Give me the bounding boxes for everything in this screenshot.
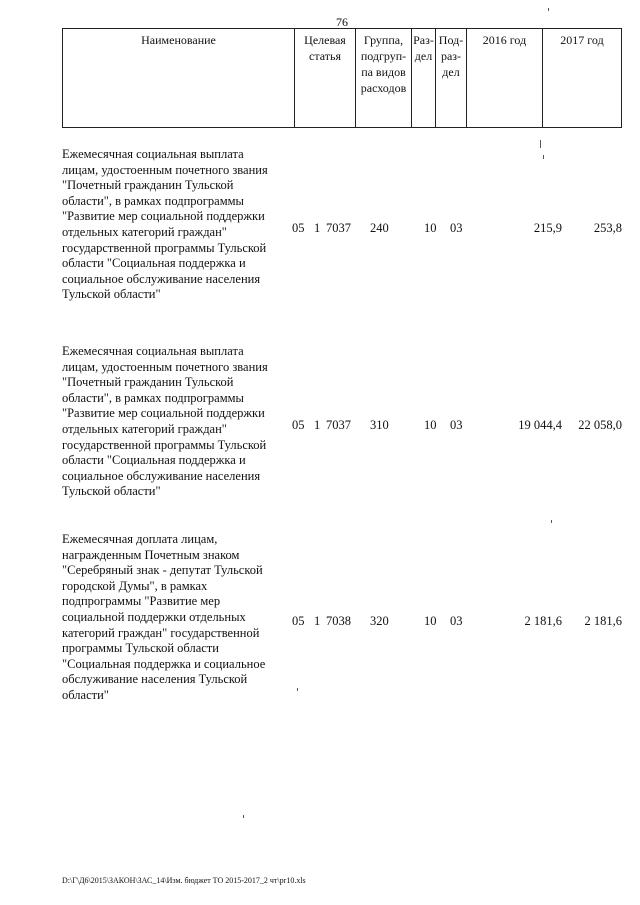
value-2017: 253,8 bbox=[593, 221, 622, 235]
row-name: Ежемесячная доплата лицам, награжденным Почетным знаком "Серебряный знак - депутат Тульской городской Думы", в рамках подпрограммы "Развитие мер социальной поддержки отдельных категорий граждан" государственной программы Тульской области "Социальная поддержка и социальное обслуживание населения Тульской области" bbox=[62, 532, 266, 702]
table-header bbox=[62, 28, 622, 128]
value-2017: 2 181,6 bbox=[584, 614, 622, 628]
header-year-2016: 2016 год bbox=[467, 29, 543, 127]
razdel-code: 10 bbox=[424, 221, 437, 235]
podrazdel-code: 03 bbox=[450, 418, 463, 432]
value-2016: 215,9 bbox=[533, 221, 562, 235]
subprogram-code: 1 bbox=[314, 418, 321, 432]
podrazdel-code: 03 bbox=[450, 221, 463, 235]
article-code: 7037 bbox=[326, 418, 351, 432]
value-2017: 22 058,0 bbox=[578, 418, 622, 432]
row-name: Ежемесячная социальная выплата лицам, удостоенным почетного звания "Почетный гражданин Тульской области", в рамках подпрограммы "Развитие мер социальной поддержки отдельных категорий граждан" государственной программы Тульской области "Социальная поддержка и социальное обслуживание населения Тульской области" bbox=[62, 147, 268, 302]
scan-speck bbox=[543, 155, 544, 159]
podrazdel-code: 03 bbox=[450, 614, 463, 628]
scan-speck bbox=[540, 140, 541, 148]
file-path-footer: D:\Г\Д6\2015\ЗАКОН\ЗАС_14\Изм. бюджет ТО 2015-2017_2 чт\pr10.xls bbox=[62, 876, 306, 885]
header-year-2017: 2017 год bbox=[560, 33, 604, 47]
scan-speck bbox=[243, 815, 244, 818]
group-code: 240 bbox=[370, 221, 389, 235]
value-2016: 2 181,6 bbox=[524, 614, 562, 628]
group-code: 320 bbox=[370, 614, 389, 628]
subprogram-code: 1 bbox=[314, 221, 321, 235]
program-code: 05 bbox=[292, 221, 305, 235]
razdel-code: 10 bbox=[424, 418, 437, 432]
scan-speck bbox=[548, 8, 549, 11]
row-name: Ежемесячная социальная выплата лицам, удостоенным почетного звания "Почетный гражданин Тульской области", в рамках подпрограммы "Развитие мер социальной поддержки отдельных категорий граждан" государственной программы Тульской области "Социальная поддержка и социальное обслуживание населения Тульской области" bbox=[62, 344, 268, 499]
subprogram-code: 1 bbox=[314, 614, 321, 628]
razdel-code: 10 bbox=[424, 614, 437, 628]
scan-speck bbox=[551, 520, 552, 523]
scan-speck bbox=[297, 688, 298, 691]
header-name: Наименование bbox=[63, 29, 295, 127]
value-2016: 19 044,4 bbox=[518, 418, 562, 432]
program-code: 05 bbox=[292, 614, 305, 628]
page-number: 76 bbox=[336, 15, 348, 29]
program-code: 05 bbox=[292, 418, 305, 432]
article-code: 7038 bbox=[326, 614, 351, 628]
article-code: 7037 bbox=[326, 221, 351, 235]
group-code: 310 bbox=[370, 418, 389, 432]
header-razdel: Раз- дел bbox=[412, 29, 436, 127]
header-podrazdel: Под- раз- дел bbox=[436, 29, 467, 127]
header-target-article: Целевая статья bbox=[295, 29, 356, 127]
header-expense-group: Группа, подгруп- па видов расходов bbox=[356, 29, 412, 127]
